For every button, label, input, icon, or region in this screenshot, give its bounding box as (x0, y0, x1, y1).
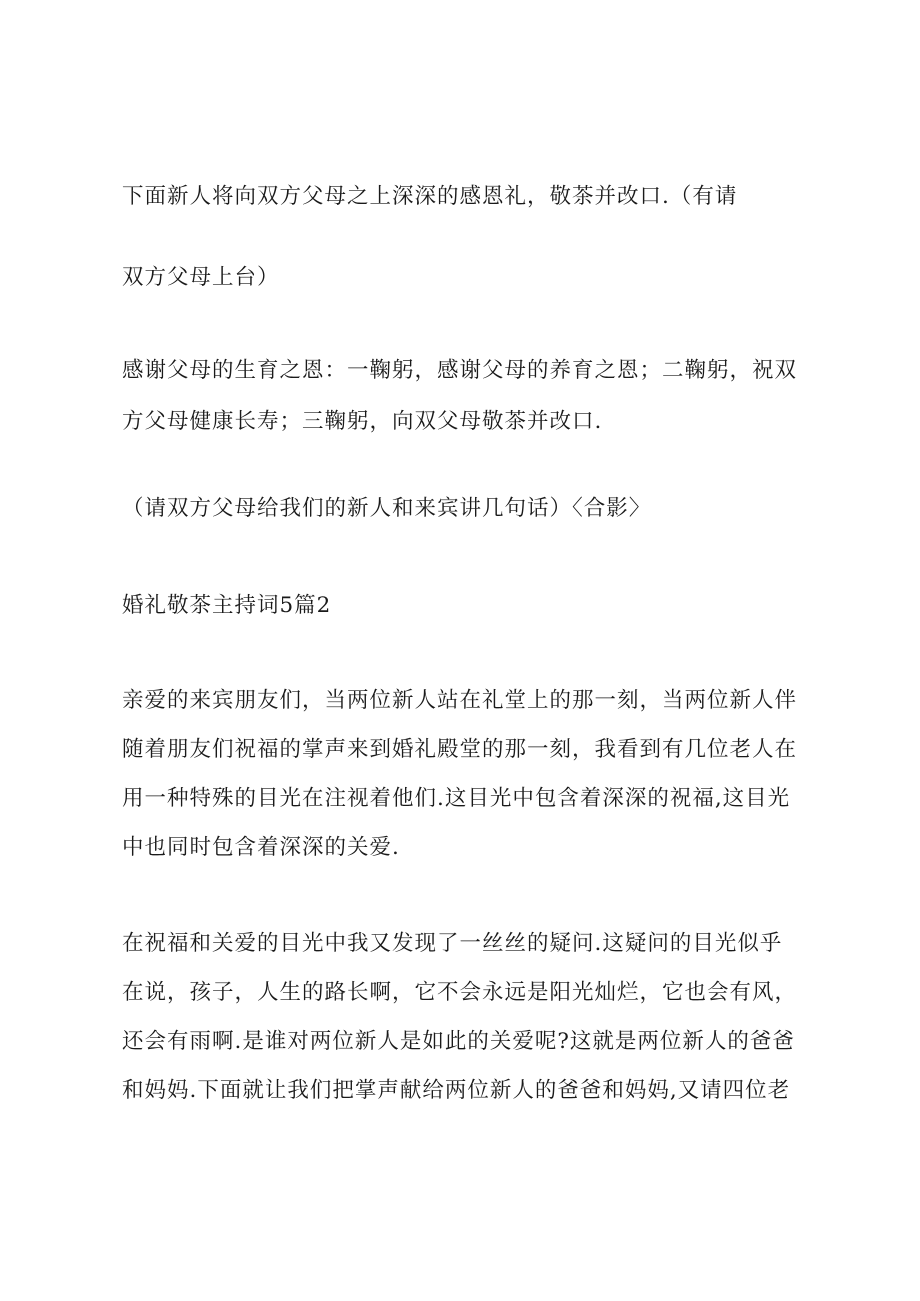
text-line: （请双方父母给我们的新人和来宾讲几句话）〈合影〉 (122, 496, 652, 521)
text-line: 中也同时包含着深深的关爱. (122, 835, 400, 860)
text-line: 随着朋友们祝福的掌声来到婚礼殿堂的那一刻，我看到有几位老人在 (122, 737, 798, 762)
text-line: 还会有雨啊.是谁对两位新人是如此的关爱呢?这就是两位新人的爸爸 (122, 1029, 795, 1054)
text-line: 婚礼敬茶主持词5篇2 (122, 593, 332, 618)
text-line: 在说，孩子，人生的路长啊，它不会永远是阳光灿烂，它也会有风， (122, 980, 798, 1005)
text-line: 用一种特殊的目光在注视着他们.这目光中包含着深深的祝福,这目光 (122, 786, 791, 811)
text-line: 亲爱的来宾朋友们，当两位新人站在礼堂上的那一刻，当两位新人伴 (122, 688, 798, 713)
text-line: 在祝福和关爱的目光中我又发现了一丝丝的疑问.这疑问的目光似乎 (122, 931, 783, 956)
text-line: 方父母健康长寿；三鞠躬，向双父母敬茶并改口. (122, 409, 603, 434)
text-line: 和妈妈.下面就让我们把掌声献给两位新人的爸爸和妈妈,又请四位老 (122, 1078, 791, 1103)
text-line: 双方父母上台） (122, 265, 280, 290)
text-line: 下面新人将向双方父母之上深深的感恩礼，敬茶并改口.（有请 (122, 184, 738, 209)
text-line: 感谢父母的生育之恩：一鞠躬，感谢父母的养育之恩；二鞠躬，祝双 (122, 358, 798, 383)
